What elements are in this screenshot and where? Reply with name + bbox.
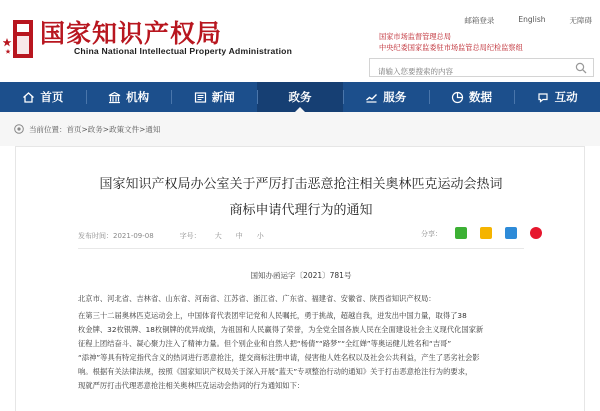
nav-label: 首页 <box>40 90 64 104</box>
body-line-5: 响。根据有关法律法规，按照《国家知识产权局关于深入开展“蓝天”专项整治行动的通知》关于打击恶意抢注行为的要求， <box>78 367 473 376</box>
nav-label: 机构 <box>126 90 150 104</box>
qzone-share-icon[interactable] <box>480 227 492 239</box>
nav-item-institution[interactable] <box>86 82 172 112</box>
nav-label: 政务 <box>288 90 312 104</box>
nav-item-home[interactable] <box>0 82 86 112</box>
body-line-3: 征程上团结奋斗、凝心聚力注入了精神力量。但个别企业和自然人把“杨倩”“路梦”“全红婵”等奥运健儿姓名和“吉哥” <box>78 339 452 348</box>
discipline-office-link[interactable]: 中央纪委国家监委驻市场监管总局纪检监察组 <box>379 43 523 52</box>
document-number: 国知办函运字〔2021〕781号 <box>250 271 352 280</box>
home-icon <box>22 91 35 104</box>
site-logo-subtitle: China National Intellectual Property Administration <box>74 46 293 56</box>
meta-divider <box>78 248 524 249</box>
nav-item-data[interactable] <box>429 82 515 112</box>
article-title-line-1: 国家知识产权局办公室关于严厉打击恶意抢注相关奥林匹克运动会热词 <box>99 177 503 192</box>
font-size-medium[interactable]: 中 <box>235 232 243 240</box>
nav-label: 数据 <box>468 90 492 104</box>
wechat-share-icon[interactable] <box>455 227 467 239</box>
site-header <box>0 0 600 80</box>
interaction-icon <box>537 91 550 104</box>
qq-share-icon[interactable] <box>505 227 517 239</box>
institution-icon <box>108 91 121 104</box>
font-size-label: 字号： <box>179 232 201 240</box>
body-line-6: 现就严厉打击代理恶意抢注相关奥林匹克运动会热词的行为通知如下： <box>78 381 305 390</box>
english-link[interactable]: English <box>518 15 546 24</box>
body-line-2: 枚金牌、32枚银牌、18枚铜牌的优异成绩，为祖国和人民赢得了荣誉，为全党全国各族人民在全面建设社会主义现代化国家新 <box>78 325 484 334</box>
site-logo-title[interactable]: 国家知识产权局 <box>40 19 223 48</box>
breadcrumb-path[interactable]: 当前位置：首页>政务>政策文件>通知 <box>29 124 161 134</box>
article-title-line-2: 商标申请代理行为的通知 <box>229 203 373 218</box>
nav-item-interaction[interactable] <box>514 82 600 112</box>
data-icon <box>451 91 464 104</box>
body-line-1: 在第三十二届奥林匹克运动会上，中国体育代表团牢记党和人民嘱托，勇于挑战，超越自我，迸发出中国力量，取得了38 <box>78 311 467 320</box>
nav-label: 互动 <box>554 90 578 104</box>
publish-date: 发布时间：2021-09-08 <box>78 232 154 240</box>
nav-item-government[interactable] <box>257 82 343 112</box>
font-size-small[interactable]: 小 <box>256 232 264 240</box>
article-meta <box>78 231 264 241</box>
share-label: 分享： <box>421 230 442 238</box>
recipients-line: 北京市、河北省、吉林省、山东省、河南省、江苏省、浙江省、广东省、福建省、安徽省、陕西省知识产权局： <box>78 294 436 303</box>
nav-item-service[interactable] <box>343 82 429 112</box>
search-input[interactable] <box>370 63 560 80</box>
service-icon <box>365 91 378 104</box>
nav-item-news[interactable] <box>171 82 257 112</box>
font-size-options <box>180 231 264 241</box>
search-icon[interactable] <box>575 62 587 74</box>
share-buttons <box>421 227 542 239</box>
main-nav <box>0 82 600 112</box>
mail-login-link[interactable]: 邮箱登录 <box>464 16 495 25</box>
top-links <box>464 15 592 26</box>
article-panel <box>15 146 585 411</box>
nav-label: 服务 <box>383 90 407 104</box>
cnipa-emblem-icon <box>3 18 35 60</box>
body-line-4: “添神”等具有特定指代含义的热词进行恶意抢注，提交商标注册申请，侵害他人姓名权以及社会公共利益，产生了恶劣社会影 <box>78 353 480 362</box>
news-icon <box>194 91 207 104</box>
search-bar <box>369 58 594 77</box>
breadcrumb <box>0 112 600 146</box>
weibo-share-icon[interactable] <box>530 227 542 239</box>
agency-links <box>379 31 523 53</box>
font-size-large[interactable]: 大 <box>214 232 222 240</box>
samr-link[interactable]: 国家市场监督管理总局 <box>379 32 451 41</box>
nav-label: 新闻 <box>211 90 235 104</box>
location-pin-icon <box>14 124 24 134</box>
accessibility-link[interactable]: 无障碍 <box>569 16 592 25</box>
